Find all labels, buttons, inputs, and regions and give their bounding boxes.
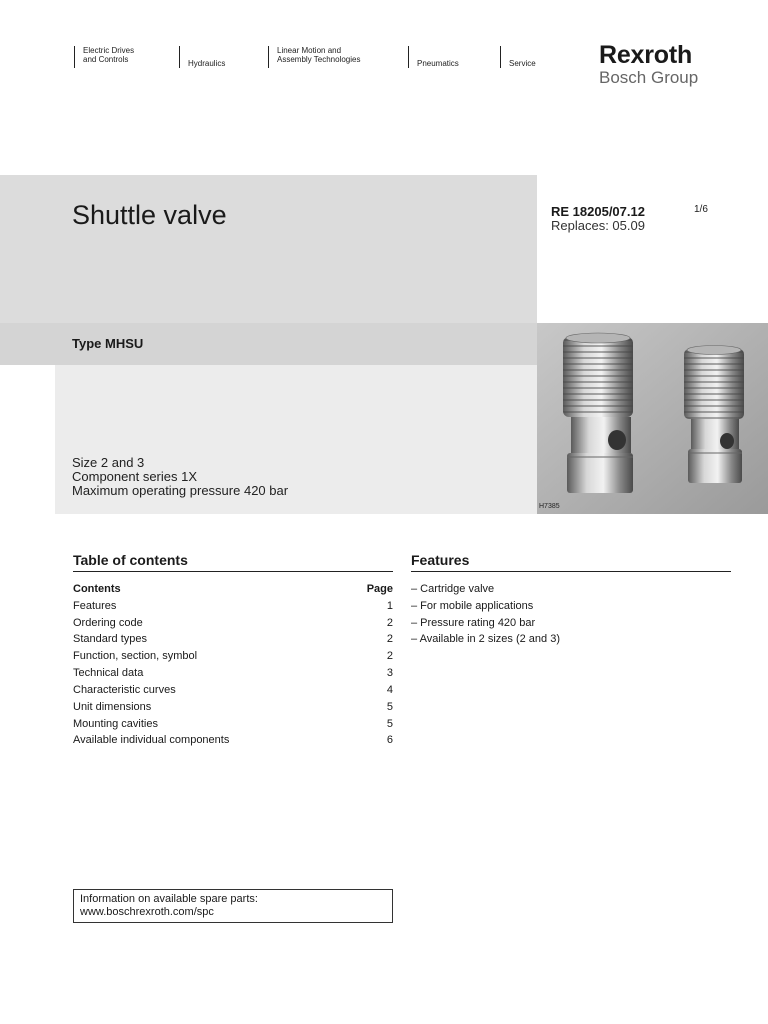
valve-large (563, 333, 633, 493)
info-series: Component series 1X (72, 469, 198, 484)
toc-row-technical-data[interactable] (73, 665, 393, 681)
toc-label: Technical data (73, 667, 144, 679)
document-number: RE 18205/07.12 (551, 204, 645, 219)
nav-electric-drives[interactable] (74, 46, 134, 68)
toc-label: Function, section, symbol (73, 650, 198, 662)
info-pressure: Maximum operating pressure 420 bar (72, 483, 289, 498)
toc-row-standard-types[interactable] (73, 631, 393, 647)
features-heading: Features (411, 552, 470, 568)
toc-row-features[interactable] (73, 598, 393, 614)
header-panel (0, 175, 537, 323)
nav-linear-motion[interactable] (268, 46, 360, 68)
toc-row-mounting-cavities[interactable] (73, 716, 393, 732)
nav-service[interactable] (500, 46, 536, 68)
features-rule (411, 571, 731, 572)
page-number: 1/6 (694, 204, 708, 215)
info-size: Size 2 and 3 (72, 455, 145, 470)
toc-page: 5 (386, 701, 393, 713)
toc-row-function[interactable] (73, 648, 393, 664)
toc-row-ordering-code[interactable] (73, 615, 393, 631)
nav-hydraulics[interactable] (179, 46, 225, 68)
nav-label: and Controls (83, 55, 129, 64)
toc-page: 4 (386, 684, 393, 696)
replaces-note: Replaces: 05.09 (551, 218, 645, 233)
nav-label: Assembly Technologies (277, 55, 361, 64)
toc-header-row (73, 581, 393, 597)
product-photo (537, 323, 768, 514)
toc-row-unit-dimensions[interactable] (73, 699, 393, 715)
toc-label: Available individual components (73, 734, 230, 746)
brand-group: Bosch Group (599, 68, 699, 87)
toc-rule (73, 571, 393, 572)
valve-small (684, 346, 744, 484)
toc-label: Features (73, 600, 117, 612)
toc-page: 6 (386, 734, 393, 746)
feature-item: – Pressure rating 420 bar (411, 617, 536, 629)
toc-row-components[interactable] (73, 732, 393, 748)
nav-label: Linear Motion and (277, 46, 342, 55)
toc-page: 2 (386, 650, 393, 662)
toc-label: Characteristic curves (73, 684, 176, 696)
toc-page: 1 (386, 600, 393, 612)
brand-logo (599, 42, 739, 87)
nav-label: Electric Drives (83, 46, 135, 55)
nav-label: Service (509, 59, 536, 68)
toc-label: Standard types (73, 633, 147, 645)
page-title: Shuttle valve (72, 200, 227, 230)
spare-parts-link[interactable]: www.boschrexroth.com/spc (80, 906, 214, 918)
toc-label: Ordering code (73, 617, 143, 629)
toc-page: 3 (386, 667, 393, 679)
feature-item: – Available in 2 sizes (2 and 3) (411, 633, 560, 645)
toc-col-contents: Contents (73, 583, 121, 595)
product-type: Type MHSU (72, 336, 144, 351)
feature-item: – For mobile applications (411, 600, 534, 612)
feature-item: – Cartridge valve (411, 583, 495, 595)
toc-label: Unit dimensions (73, 701, 152, 713)
toc-page: 5 (386, 718, 393, 730)
toc-row-curves[interactable] (73, 682, 393, 698)
nav-label: Hydraulics (188, 59, 226, 68)
toc-page: 2 (386, 617, 393, 629)
nav-pneumatics[interactable] (408, 46, 459, 68)
spare-parts-box (73, 889, 393, 923)
toc-label: Mounting cavities (73, 718, 158, 730)
toc-page: 2 (386, 633, 393, 645)
spare-parts-text: Information on available spare parts: (80, 893, 258, 905)
brand-name: Rexroth (599, 41, 693, 69)
toc-col-page: Page (366, 583, 393, 595)
nav-label: Pneumatics (417, 59, 459, 68)
toc-heading: Table of contents (73, 552, 188, 568)
photo-code: H7385 (539, 503, 560, 510)
